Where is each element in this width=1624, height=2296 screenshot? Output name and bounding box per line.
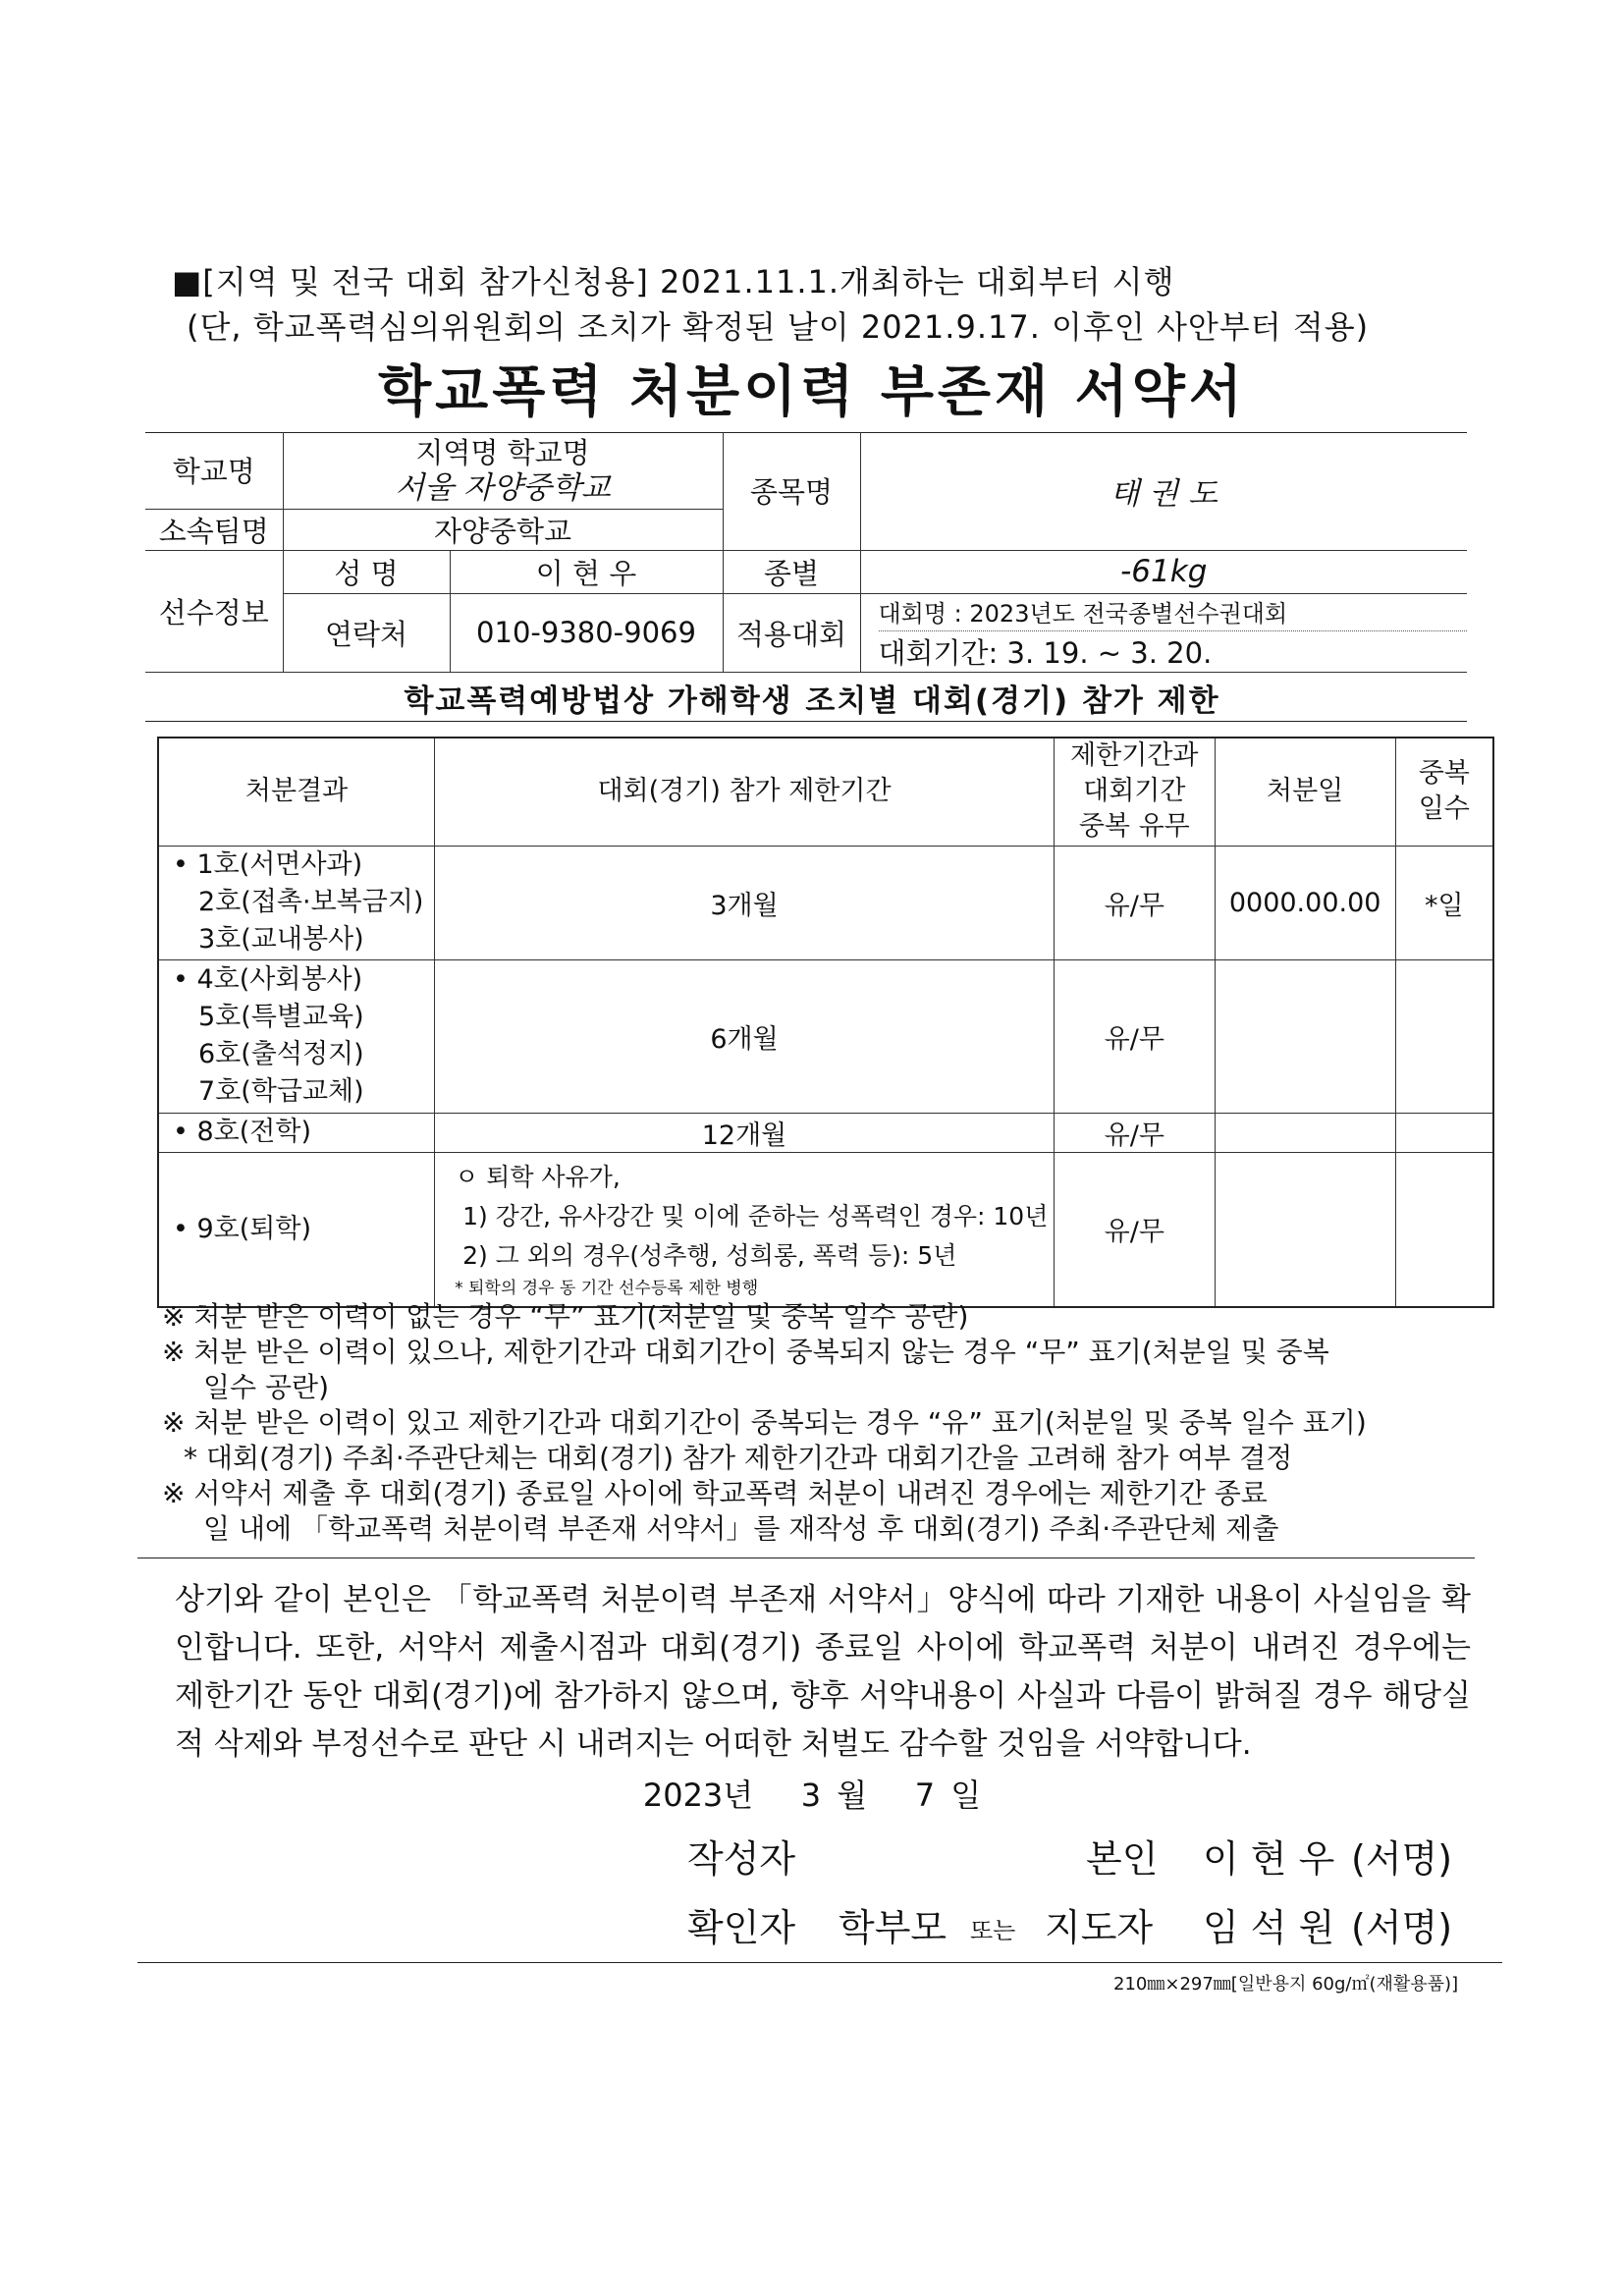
date-cell bbox=[1215, 1113, 1395, 1152]
restriction-subtitle: 학교폭력예방법상 가해학생 조치별 대회(경기) 참가 제한 bbox=[404, 683, 1220, 719]
school-value: 서울 자양중학교 bbox=[395, 469, 611, 506]
table-row bbox=[158, 959, 1493, 1113]
writer-label: 작성자 bbox=[687, 1837, 796, 1881]
contact-label: 연락처 bbox=[283, 593, 450, 672]
note-2-cont: 일수 공란) bbox=[203, 1371, 330, 1403]
document-title: 학교폭력 처분이력 부존재 서약서 bbox=[378, 360, 1246, 424]
note-4: ※ 서약서 제출 후 대회(경기) 종료일 사이에 학교폭력 처분이 내려진 경우에는 제한기간 종료 bbox=[162, 1477, 1268, 1509]
expulsion-reason-intro: ㅇ 퇴학 사유가, bbox=[455, 1162, 621, 1191]
restriction-table bbox=[157, 737, 1494, 1308]
col-header-days: 중복 일수 bbox=[1395, 738, 1493, 846]
contact-value: 010-9380-9069 bbox=[450, 593, 723, 672]
days-cell bbox=[1395, 1152, 1493, 1307]
note-1: ※ 처분 받은 이력이 없는 경우 “무” 표기(처분일 및 중복 일수 공란) bbox=[162, 1300, 969, 1333]
paper-spec: 210㎜×297㎜[일반용지 60g/㎡(재활용품)] bbox=[1113, 1974, 1459, 1995]
team-label: 소속팀명 bbox=[145, 509, 283, 550]
pledge-date bbox=[0, 1771, 1624, 1816]
expulsion-note: * 퇴학의 경우 동 기간 선수등록 제한 병행 bbox=[455, 1278, 759, 1298]
expulsion-reason-1: 1) 강간, 유사강간 및 이에 준하는 성폭력인 경우: 10년 bbox=[462, 1201, 1049, 1230]
sanction-9: • 9호(퇴학) bbox=[173, 1213, 311, 1244]
name-label: 성 명 bbox=[283, 550, 450, 593]
athlete-info-label: 선수정보 bbox=[145, 550, 283, 672]
days-cell: *일 bbox=[1395, 846, 1493, 959]
col-header-sanction: 처분결과 bbox=[158, 738, 435, 846]
col-header-date: 처분일 bbox=[1215, 738, 1395, 846]
sanction-5: 5호(특별교육) bbox=[198, 1002, 364, 1032]
writer-sign: (서명) bbox=[1351, 1837, 1453, 1881]
sanction-1: • 1호(서면사과) bbox=[173, 849, 363, 880]
sanction-8: • 8호(전학) bbox=[173, 1117, 311, 1147]
date-month-unit: 월 bbox=[837, 1777, 868, 1814]
overlap-cell: 유/무 bbox=[1054, 1113, 1215, 1152]
sanction-3: 3호(교내봉사) bbox=[198, 924, 364, 955]
event-label: 종목명 bbox=[723, 432, 860, 550]
date-cell bbox=[1215, 1152, 1395, 1307]
date-cell: 0000.00.00 bbox=[1215, 846, 1395, 959]
period-cell: 3개월 bbox=[435, 846, 1055, 959]
team-value: 자양중학교 bbox=[283, 509, 723, 550]
period-cell: 6개월 bbox=[435, 959, 1055, 1113]
school-label: 학교명 bbox=[145, 432, 283, 509]
school-hint: 지역명 학교명 bbox=[415, 435, 590, 469]
note-3-sub: * 대회(경기) 주최·주관단체는 대회(경기) 참가 제한기간과 대회기간을 고려해 참가 여부 결정 bbox=[184, 1442, 1293, 1474]
expulsion-reason-2: 2) 그 외의 경우(성추행, 성희롱, 폭력 등): 5년 bbox=[462, 1240, 957, 1270]
coach-label: 지도자 bbox=[1045, 1906, 1154, 1949]
competition-period: 대회기간: 3. 19. ~ 3. 20. bbox=[878, 635, 1213, 670]
col-header-period: 대회(경기) 참가 제한기간 bbox=[435, 738, 1055, 846]
table-row bbox=[158, 1152, 1493, 1307]
period-cell: 12개월 bbox=[435, 1113, 1055, 1152]
bottom-rule bbox=[137, 1962, 1502, 1963]
confirmer-label: 확인자 bbox=[687, 1906, 796, 1949]
writer-name: 이 현 우 bbox=[1203, 1837, 1335, 1881]
overlap-cell: 유/무 bbox=[1054, 959, 1215, 1113]
event-value: 태 권 도 bbox=[860, 432, 1467, 550]
notes bbox=[162, 1299, 1507, 1547]
days-cell bbox=[1395, 959, 1493, 1113]
parent-label: 학부모 bbox=[839, 1906, 947, 1949]
days-cell bbox=[1395, 1113, 1493, 1152]
overlap-cell: 유/무 bbox=[1054, 846, 1215, 959]
overlap-cell: 유/무 bbox=[1054, 1152, 1215, 1307]
confirmer-sign: (서명) bbox=[1351, 1906, 1453, 1949]
subtitle-rule bbox=[145, 721, 1467, 722]
self-label: 본인 bbox=[1086, 1837, 1159, 1881]
name-value: 이 현 우 bbox=[450, 550, 723, 593]
competition-name: 대회명 : 2023년도 전국종별선수권대회 bbox=[879, 594, 1468, 631]
weight-label: 종별 bbox=[723, 550, 860, 593]
date-month: 3 bbox=[800, 1777, 822, 1814]
col-header-overlap: 제한기간과 대회기간 중복 유무 bbox=[1054, 738, 1215, 846]
competition-label: 적용대회 bbox=[723, 593, 860, 672]
date-cell bbox=[1215, 959, 1395, 1113]
note-2: ※ 처분 받은 이력이 있으나, 제한기간과 대회기간이 중복되지 않는 경우 “무” 표기(처분일 및 중복 bbox=[162, 1336, 1329, 1368]
pledge-text: 상기와 같이 본인은 「학교폭력 처분이력 부존재 서약서」양식에 따라 기재한 내용이 사실임을 확인합니다. 또한, 서약서 제출시점과 대회(경기) 종료일 사이에 학교폭력 처분이 내려진 경우에는 제한기간 동안 대회(경기)에 참가하지 않으며, 향후 서약내용이 사실과 다름이 밝혀질 경우 해당실적 삭제와 부정선수로 판단 시 내려지는 어떠한 처벌도 감수할 것임을 서약합니다. bbox=[175, 1582, 1471, 1762]
or-label: 또는 bbox=[970, 1917, 1016, 1944]
note-4-cont: 일 내에 「학교폭력 처분이력 부존재 서약서」를 재작성 후 대회(경기) 주최·주관단체 제출 bbox=[203, 1512, 1279, 1545]
weight-value: -61kg bbox=[860, 550, 1467, 593]
sanction-6: 6호(출석정지) bbox=[198, 1039, 364, 1069]
sanction-2: 2호(접촉·보복금지) bbox=[198, 887, 424, 917]
date-day-unit: 일 bbox=[950, 1777, 982, 1814]
header-line-2: (단, 학교폭력심의위원회의 조치가 확정된 날이 2021.9.17. 이후인 사안부터 적용) bbox=[187, 308, 1370, 346]
athlete-info-table bbox=[145, 432, 1467, 673]
table-row bbox=[158, 1113, 1493, 1152]
header-line-1: ■[지역 및 전국 대회 참가신청용] 2021.11.1.개최하는 대회부터 시행 bbox=[172, 263, 1175, 301]
date-day: 7 bbox=[914, 1777, 936, 1814]
table-row bbox=[158, 846, 1493, 959]
date-year: 2023년 bbox=[642, 1777, 754, 1814]
confirmer-name: 임 석 원 bbox=[1203, 1906, 1335, 1949]
sanction-4: • 4호(사회봉사) bbox=[173, 964, 363, 995]
sanction-7: 7호(학급교체) bbox=[198, 1076, 364, 1107]
note-3: ※ 처분 받은 이력이 있고 제한기간과 대회기간이 중복되는 경우 “유” 표기(처분일 및 중복 일수 표기) bbox=[162, 1406, 1367, 1439]
